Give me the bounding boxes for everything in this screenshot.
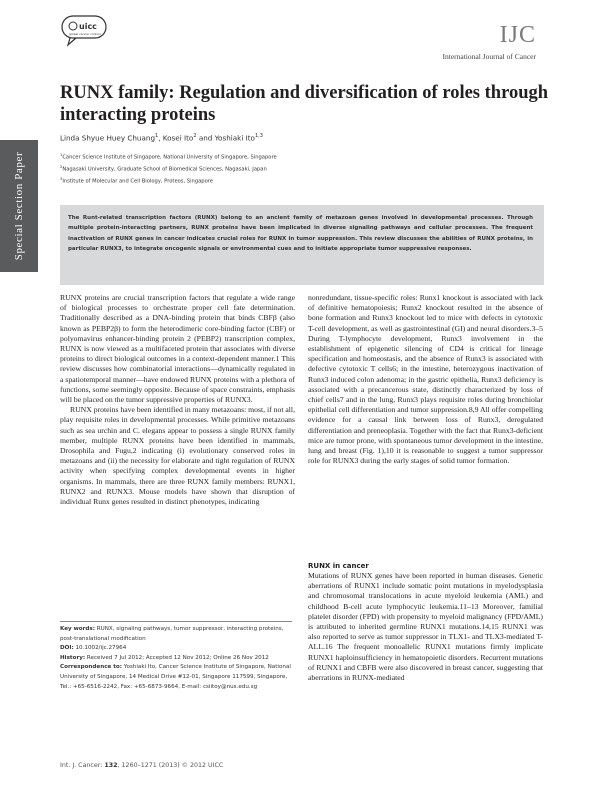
correspondence-label: Correspondence to:	[60, 664, 123, 671]
section-heading: RUNX in cancer	[308, 562, 369, 570]
footer-volume: 132	[104, 762, 118, 769]
journal-name: International Journal of Cancer	[442, 52, 536, 61]
journal-abbreviation: IJC	[499, 22, 536, 48]
body-column-right-continued	[308, 571, 543, 683]
correspondence-text: Yoshiaki Ito, Cancer Science Institute of Singapore, National University of Singapore, 14 Medical Drive #12-01, Singapore 117599, Singapore, Tel.: +65-6516-2242, Fax: +65-6873-9664, E-mail: csiitoy@nus.edu.sg	[60, 664, 291, 690]
section-side-tab-label: Special Section Paper	[13, 151, 25, 261]
article-title: RUNX family: Regulation and diversification of roles through interacting proteins	[60, 83, 549, 125]
uicc-logo-icon	[60, 14, 108, 48]
article-footnote	[60, 625, 292, 692]
doi-label: DOI:	[60, 645, 74, 652]
body-paragraph: nonredundant, tissue-specific roles: Runx1 knockout is associated with lack of definitive hematopoiesis; Runx2 knockout resulted in the absence of bone formation and Runx3 knockout led to mice with defects in cytotoxic T-cell development, as well as gastrointestinal (GI) and neural disorders.3–5 During T-lymphocyte development, Runx3 involvement in the establishment of epigenetic silencing of CD4 is critical for lineage specification and homeostasis, and the absence of Runx3 is associated with defective cytotoxic T cells6; in the intestine, heterozygous inactivation of Runx3 induced colon adenoma; in the gastric epithelia, Runx3 deficiency is associated with a precancerous state, distinctly characterized by loss of chief cells7 and in the lung, Runx3 plays requisite roles during bronchiolar epithelial cell differentiation and tumor suppression.8,9 All offer compelling evidence for a causal link between loss of Runx3, deregulated differentiation and preneoplasia. Together with the fact that Runx3-deficient mice are tumor prone, with spontaneous tumor development in the intestine, lung and breast (Fig. 1),10 it is reasonable to suggest a tumor suppressor role for RUNX3 during the early stages of solid tumor formation.	[308, 293, 543, 466]
author-name: Linda Shyue Huey Chuang	[60, 133, 156, 143]
doi-link[interactable]: 10.1002/ijc.27964	[75, 645, 127, 652]
body-paragraph: Mutations of RUNX genes have been reported in human diseases. Genetic aberrations of RUNX1 include somatic point mutations in myelodysplasia and chromosomal translocations in acute myeloid leukemia (AML) and childhood B-cell acute lymphocytic leukemia.11–13 Moreover, familial platelet disorder (FPD) with propensity to myeloid malignancy (FPD/AML) is attributed to inherited germline RUNX1 mutations.14,15 RUNX1 was also reported to serve as tumor suppressor in TLX1- and TLX3-mediated T-ALL.16 The frequent monoallelic RUNX1 mutations firmly implicate RUNX1 haploinsufficiency in hematopoietic disorders. Recurrent mutations of RUNX1 and CBFB were also discovered in breast cancer, suggesting that aberrations in RUNX-mediated	[308, 571, 543, 683]
footnote-divider	[60, 621, 292, 622]
abstract-text: The Runt-related transcription factors (RUNX) belong to an ancient family of metazoan genes involved in developmental processes. Through multiple protein-interacting partners, RUNX proteins have been implicated in diverse signaling pathways and cellular processes. The frequent inactivation of RUNX genes in cancer indicates crucial roles for RUNX in tumor suppression. This review discusses the abilities of RUNX proteins, in particular RUNX3, to integrate oncogenic signals or environmental cues and to initiate appropriate tumor suppressive responses.	[68, 215, 533, 253]
svg-text:uicc: uicc	[79, 22, 97, 31]
body-column-left	[60, 293, 295, 507]
keywords-label: Key words:	[60, 626, 95, 632]
author-list	[60, 133, 263, 142]
author-affil-marker: 1,3	[254, 133, 263, 139]
body-column-right	[308, 293, 543, 466]
footer-journal: Int. J. Cancer:	[60, 762, 103, 769]
page-footer	[60, 762, 223, 769]
footer-pages: , 1260–1271 (2013) © 2012 UICC	[117, 762, 224, 769]
keywords-text: RUNX, signaling pathways, tumor suppressor, interacting proteins, post-translational modification	[60, 626, 284, 642]
body-paragraph: RUNX proteins are crucial transcription factors that regulate a wide range of biological processes to orchestrate proper cell fate determination. Traditionally described as a DNA-binding protein that binds CBFβ (also known as PEBP2β) to form the heterodimeric core-binding factor (CBF) or polyomavirus enhancer-binding protein 2 (PEBP2) transcription complex, RUNX is now viewed as a multifaceted protein that associates with diverse proteins to direct biological outcomes in a context-dependent manner.1 This review discusses how combinatorial interactions—dynamically regulated in a spatiotemporal manner—have endowed RUNX proteins with a plethora of functions, some seemingly opposite. Because of space constraints, emphasis will be placed on the tumor suppressive properties of RUNX3.	[60, 293, 295, 405]
uicc-logo	[60, 14, 108, 48]
author-name: and Yoshiaki Ito	[196, 133, 255, 143]
affiliation: $^2$Nagasaki University, Graduate School of Biomedical Sciences, Nagasaki, Japan	[60, 165, 267, 173]
section-side-tab	[0, 140, 38, 272]
author-affil-marker: 2	[193, 133, 197, 139]
affiliation: $^3$Institute of Molecular and Cell Biology, Proteos, Singapore	[60, 177, 213, 185]
abstract-box	[60, 205, 544, 285]
author-name: , Kosei Ito	[158, 133, 194, 143]
body-paragraph: RUNX proteins have been identified in many metazoans: most, if not all, play requisite roles in developmental processes. While primitive metazoans such as sea urchin and C. elegans appear to possess a single RUNX family member, multiple RUNX proteins have been identified in mammals, Drosophila and Fugu,2 indicating (i) evolutionary conserved roles in metazoans and (ii) the necessity for elaborate and tight regulation of RUNX activity when specifying complex developmental events in higher organisms. In mammals, there are three RUNX family members: RUNX1, RUNX2 and RUNX3. Mouse models have shown that disruption of individual Runx genes resulted in distinct phenotypes, indicating	[60, 405, 295, 507]
history-text: Received 7 Jul 2012; Accepted 12 Nov 2012; Online 26 Nov 2012	[86, 654, 269, 661]
author-affil-marker: 1	[155, 133, 159, 139]
svg-text:global cancer control: global cancer control	[69, 32, 101, 36]
history-label: History:	[60, 654, 86, 661]
affiliation: $^1$Cancer Science Institute of Singapore, National University of Singapore, Singapore	[60, 153, 277, 161]
